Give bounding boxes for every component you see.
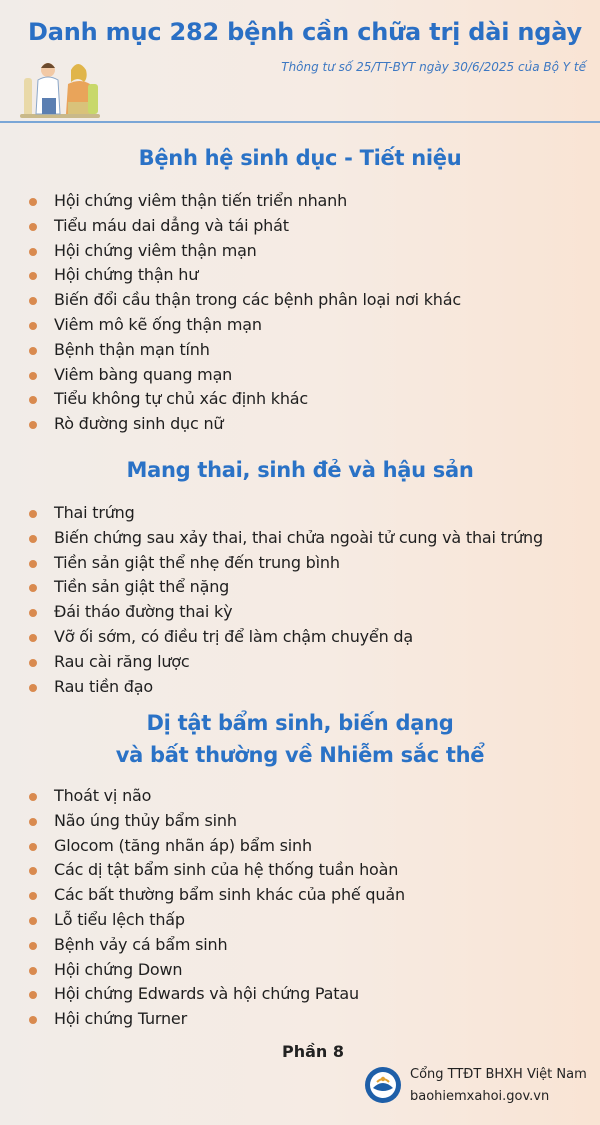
bullet-icon (29, 843, 37, 851)
bullet-icon (29, 867, 37, 875)
bullet-icon (29, 818, 37, 826)
list-item: Các dị tật bẩm sinh của hệ thống tuần hoàn (0, 858, 600, 883)
list-item: Bệnh thận mạn tính (0, 338, 600, 363)
bullet-icon (29, 272, 37, 280)
list-congenital (0, 784, 600, 1032)
section-title-congenital-line2: và bất thường về Nhiễm sắc thể (115, 743, 485, 767)
doctor-patient-illustration-icon (18, 58, 108, 122)
list-pregnancy (0, 501, 600, 699)
section-title-pregnancy: Mang thai, sinh đẻ và hậu sản (126, 458, 474, 482)
bullet-icon (29, 793, 37, 801)
bullet-icon (29, 223, 37, 231)
bullet-icon (29, 322, 37, 330)
list-item: Đái tháo đường thai kỳ (0, 600, 600, 625)
bhxh-logo-icon (364, 1066, 402, 1104)
bullet-icon (29, 684, 37, 692)
bullet-icon (29, 917, 37, 925)
list-item: Rò đường sinh dục nữ (0, 412, 600, 437)
section-title-genitourinary: Bệnh hệ sinh dục - Tiết niệu (138, 146, 462, 170)
list-item: Glocom (tăng nhãn áp) bẩm sinh (0, 834, 600, 859)
list-item: Hội chứng Down (0, 958, 600, 983)
list-item: Rau cài răng lược (0, 650, 600, 675)
bullet-icon (29, 297, 37, 305)
list-item: Hội chứng viêm thận mạn (0, 239, 600, 264)
list-genitourinary (0, 189, 600, 437)
page-title: Danh mục 282 bệnh cần chữa trị dài ngày (28, 18, 582, 46)
list-item: Thai trứng (0, 501, 600, 526)
header-divider (0, 121, 600, 123)
bullet-icon (29, 248, 37, 256)
bullet-icon (29, 535, 37, 543)
list-item: Bệnh vảy cá bẩm sinh (0, 933, 600, 958)
bullet-icon (29, 372, 37, 380)
list-item: Tiền sản giật thể nặng (0, 575, 600, 600)
list-item: Vỡ ối sớm, có điều trị để làm chậm chuyển dạ (0, 625, 600, 650)
bullet-icon (29, 560, 37, 568)
page-subtitle: Thông tư số 25/TT-BYT ngày 30/6/2025 của Bộ Y tế (281, 60, 586, 74)
bullet-icon (29, 634, 37, 642)
bullet-icon (29, 991, 37, 999)
list-item: Biến chứng sau xảy thai, thai chửa ngoài tử cung và thai trứng (0, 526, 600, 551)
list-item: Tiểu máu dai dẳng và tái phát (0, 214, 600, 239)
list-item: Tiền sản giật thể nhẹ đến trung bình (0, 551, 600, 576)
list-item: Viêm mô kẽ ống thận mạn (0, 313, 600, 338)
footer-org: Cổng TTĐT BHXH Việt Nam (410, 1067, 587, 1082)
footer-source (410, 1064, 587, 1108)
header (0, 0, 600, 122)
list-item: Hội chứng thận hư (0, 263, 600, 288)
bullet-icon (29, 659, 37, 667)
bullet-icon (29, 1016, 37, 1024)
bullet-icon (29, 967, 37, 975)
list-item: Hội chứng Edwards và hội chứng Patau (0, 982, 600, 1007)
bullet-icon (29, 396, 37, 404)
bullet-icon (29, 584, 37, 592)
bullet-icon (29, 347, 37, 355)
list-item: Hội chứng Turner (0, 1007, 600, 1032)
part-label: Phần 8 (281, 1042, 344, 1061)
section-title-congenital-line1: Dị tật bẩm sinh, biến dạng (146, 711, 454, 735)
list-item: Rau tiền đạo (0, 675, 600, 700)
bullet-icon (29, 421, 37, 429)
list-item: Biến đổi cầu thận trong các bệnh phân loại nơi khác (0, 288, 600, 313)
list-item: Hội chứng viêm thận tiến triển nhanh (0, 189, 600, 214)
bullet-icon (29, 609, 37, 617)
list-item: Thoát vị não (0, 784, 600, 809)
bullet-icon (29, 942, 37, 950)
footer-site[interactable]: baohiemxahoi.gov.vn (410, 1089, 550, 1104)
list-item: Tiểu không tự chủ xác định khác (0, 387, 600, 412)
bullet-icon (29, 510, 37, 518)
list-item: Viêm bàng quang mạn (0, 363, 600, 388)
bullet-icon (29, 892, 37, 900)
bullet-icon (29, 198, 37, 206)
list-item: Não úng thủy bẩm sinh (0, 809, 600, 834)
list-item: Lỗ tiểu lệch thấp (0, 908, 600, 933)
list-item: Các bất thường bẩm sinh khác của phế quản (0, 883, 600, 908)
